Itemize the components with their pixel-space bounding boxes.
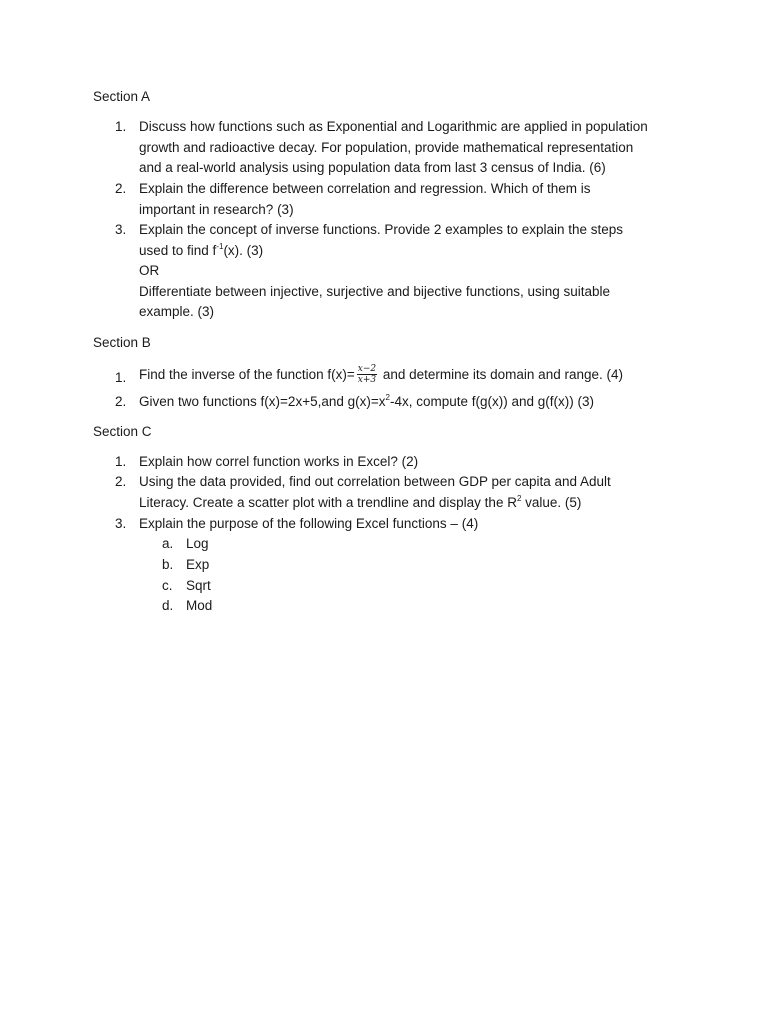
question-number: 3. [115,516,127,531]
section-a-question-1 [115,117,685,179]
text-fragment: Literacy. Create a scatter plot with a trendline and display the R [139,494,517,510]
section-b-heading: Section B [93,335,151,350]
question-number: 1. [115,370,127,385]
superscript: 2 [385,393,390,402]
subitem-text: Log [186,536,209,551]
question-text-line: important in research? (3) [139,201,294,217]
question-number: 1. [115,119,127,134]
section-c-question-1 [115,452,685,473]
section-c-subitem-b [162,555,209,576]
text-fragment: Given two functions f(x)=2x+5,and g(x)=x [139,394,386,409]
text-fragment: used to find f [139,242,217,258]
question-text-line: Discuss how functions such as Exponential and Logarithmic are applied in population [139,119,648,134]
superscript: -1 [216,241,224,251]
text-fragment: Find the inverse of the function f(x)= [139,367,355,383]
question-number: 2. [115,181,127,196]
section-a-heading: Section A [93,89,151,104]
fraction-denominator: x+3 [357,375,377,385]
question-text-line: Explain the concept of inverse functions. Provide 2 examples to explain the steps [139,222,624,237]
question-text-line: growth and radioactive decay. For population, provide mathematical representation [139,139,634,155]
subitem-letter: d. [162,598,174,613]
question-text-line [139,392,685,413]
question-text-line: Explain how correl function works in Excel? (2) [139,454,419,469]
section-b-question-2 [115,392,685,413]
question-text-line: Using the data provided, find out correlation between GDP per capita and Adult [139,474,611,489]
section-c-subitem-c [162,576,211,597]
question-text-line: example. (3) [139,304,215,320]
question-number: 2. [115,474,127,489]
section-c-subitem-d [162,596,212,617]
question-text-line [139,493,685,514]
section-c-heading: Section C [93,424,152,439]
fraction-numerator: x−2 [357,364,377,374]
subitem-text: Sqrt [186,578,211,593]
question-number: 3. [115,222,127,237]
question-number: 1. [115,454,127,469]
subitem-letter: c. [162,578,173,593]
section-c-question-2 [115,472,685,513]
subitem-letter: b. [162,557,174,572]
section-a-question-2 [115,179,685,220]
question-text-line: Differentiate between injective, surjective and bijective functions, using suitable [139,283,611,299]
superscript: 2 [516,493,522,503]
subitem-letter: a. [162,536,174,551]
section-a-question-3 [115,220,685,323]
section-c-subitem-a [162,534,209,555]
question-text-line: and a real-world analysis using population data from last 3 census of India. (6) [139,160,606,176]
section-b-question-1 [115,365,685,386]
text-fragment: value. (5) [521,494,582,510]
question-text-line [139,241,685,262]
question-text-line: Explain the purpose of the following Excel functions – (4) [139,516,479,531]
section-c-question-3 [115,514,685,535]
text-fragment: and determine its domain and range. (4) [379,367,623,383]
text-fragment: -4x, compute f(g(x)) and g(f(x)) (3) [389,394,594,409]
subitem-text: Mod [186,598,213,613]
subitem-text: Exp [186,557,210,572]
fraction [357,364,377,385]
or-separator: OR [139,263,160,279]
question-text-line: Explain the difference between correlation and regression. Which of them is [139,181,591,196]
text-fragment: (x). (3) [223,242,264,258]
question-number: 2. [115,394,127,409]
